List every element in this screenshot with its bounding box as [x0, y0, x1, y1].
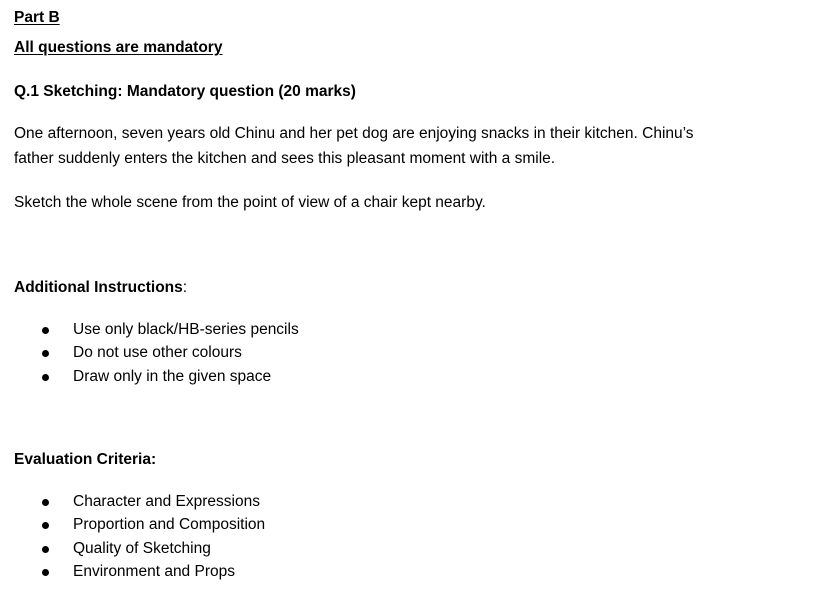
list-item [40, 320, 299, 343]
list-item [40, 539, 265, 562]
bullet-icon [42, 546, 49, 553]
list-item-text: Do not use other colours [73, 344, 242, 362]
list-item [40, 515, 265, 538]
list-item [40, 492, 265, 515]
evaluation-criteria-heading: Evaluation Criteria: [14, 451, 157, 468]
additional-instructions-heading [14, 278, 187, 298]
list-item-text: Proportion and Composition [73, 516, 266, 534]
list-item-text: Quality of Sketching [73, 539, 211, 557]
list-item [40, 343, 299, 366]
list-item-text: Draw only in the given space [73, 367, 272, 385]
bullet-icon [42, 350, 49, 357]
list-item-text: Character and Expressions [73, 493, 260, 510]
part-heading: Part B [14, 9, 60, 26]
bullet-icon [42, 499, 49, 506]
additional-instructions-list [40, 320, 299, 390]
bullet-icon [42, 327, 49, 334]
additional-instructions-heading-label: Additional Instructions [14, 279, 183, 296]
bullet-icon [42, 569, 49, 576]
bullet-icon [42, 374, 49, 381]
question-task: Sketch the whole scene from the point of view of a chair kept nearby. [14, 194, 486, 211]
mandatory-note: All questions are mandatory [14, 39, 223, 56]
evaluation-criteria-list [40, 492, 265, 585]
bullet-icon [42, 522, 49, 529]
list-item [40, 562, 265, 585]
list-item-text: Environment and Props [73, 562, 235, 580]
question-title: Q.1 Sketching: Mandatory question (20 marks) [14, 83, 356, 100]
additional-instructions-heading-colon: : [182, 279, 188, 296]
list-item-text: Use only black/HB-series pencils [73, 321, 299, 338]
list-item [40, 367, 299, 390]
question-paragraph-line-2: father suddenly enters the kitchen and sees this pleasant moment with a smile. [14, 150, 556, 167]
question-paragraph-line-1: One afternoon, seven years old Chinu and her pet dog are enjoying snacks in their kitchen. Chinu’s [14, 125, 694, 142]
